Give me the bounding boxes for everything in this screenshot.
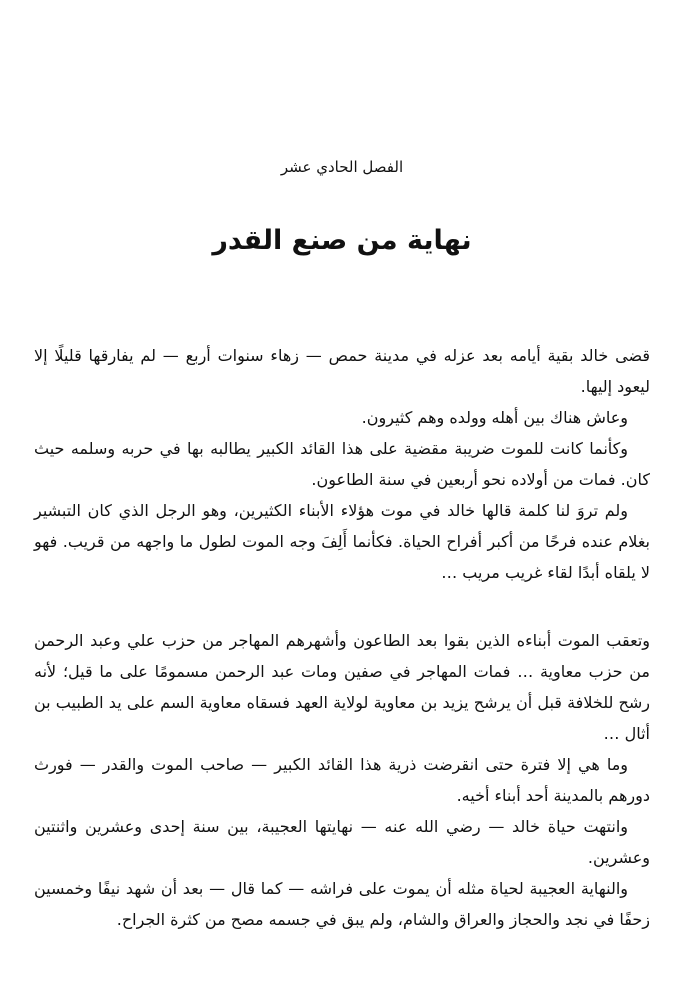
text-block-2 (34, 625, 650, 935)
paragraph: وانتهت حياة خالد — رضي الله عنه — نهايتها العجيبة، بين سنة إحدى وعشرين واثنتين وعشرين. (34, 817, 650, 867)
paragraph: وما هي إلا فترة حتى انقرضت ذرية هذا القائد الكبير — صاحب الموت والقدر — فورث دورهم بالمدينة أحد أبناء أخيه. (34, 755, 650, 805)
chapter-title: نهاية من صنع القدر (212, 225, 472, 256)
paragraph: والنهاية العجيبة لحياة مثله أن يموت على فراشه — كما قال — بعد أن شهد نيفًا وخمسين زحفًا في نجد والحجاز والعراق والشام، ولم يبق في جسمه مصح من كثرة الجراح. (34, 879, 650, 929)
paragraph: قضى خالد بقية أيامه بعد عزله في مدينة حمص — زهاء سنوات أربع — لم يفارقها قليلًا إلا ليعود إليها. (34, 346, 650, 396)
paragraph: وعاش هناك بين أهله وولده وهم كثيرون. (361, 408, 628, 427)
paragraph: ولم تروَ لنا كلمة قالها خالد في موت هؤلاء الأبناء الكثيرين، وهو الرجل الذي كان التبشير بغلام عنده فرحًا من أكبر أفراح الحياة. فكأنما أَلِفَ وجه الموت لطول ما واجهه من قريب. فهو لا يلقاه أبدًا لقاء غريب مريب … (34, 501, 650, 582)
paragraph: وكأنما كانت للموت ضريبة مقضية على هذا القائد الكبير يطالبه بها في حربه وسلمه حيث كان. فمات من أولاده نحو أربعين في سنة الطاعون. (34, 439, 650, 489)
paragraph: وتعقب الموت أبناءه الذين بقوا بعد الطاعون وأشهرهم المهاجر من حزب علي وعبد الرحمن من حزب معاوية … فمات المهاجر في صفين ومات عبد الرحمن مسمومًا على ما قيل؛ لأنه رشح للخلافة قبل أن يرشح يزيد بن معاوية لولاية العهد فسقاه معاوية السم على يد الطبيب بن أثال … (34, 631, 650, 743)
chapter-number: الفصل الحادي عشر (280, 158, 404, 176)
text-block-1 (34, 340, 650, 588)
